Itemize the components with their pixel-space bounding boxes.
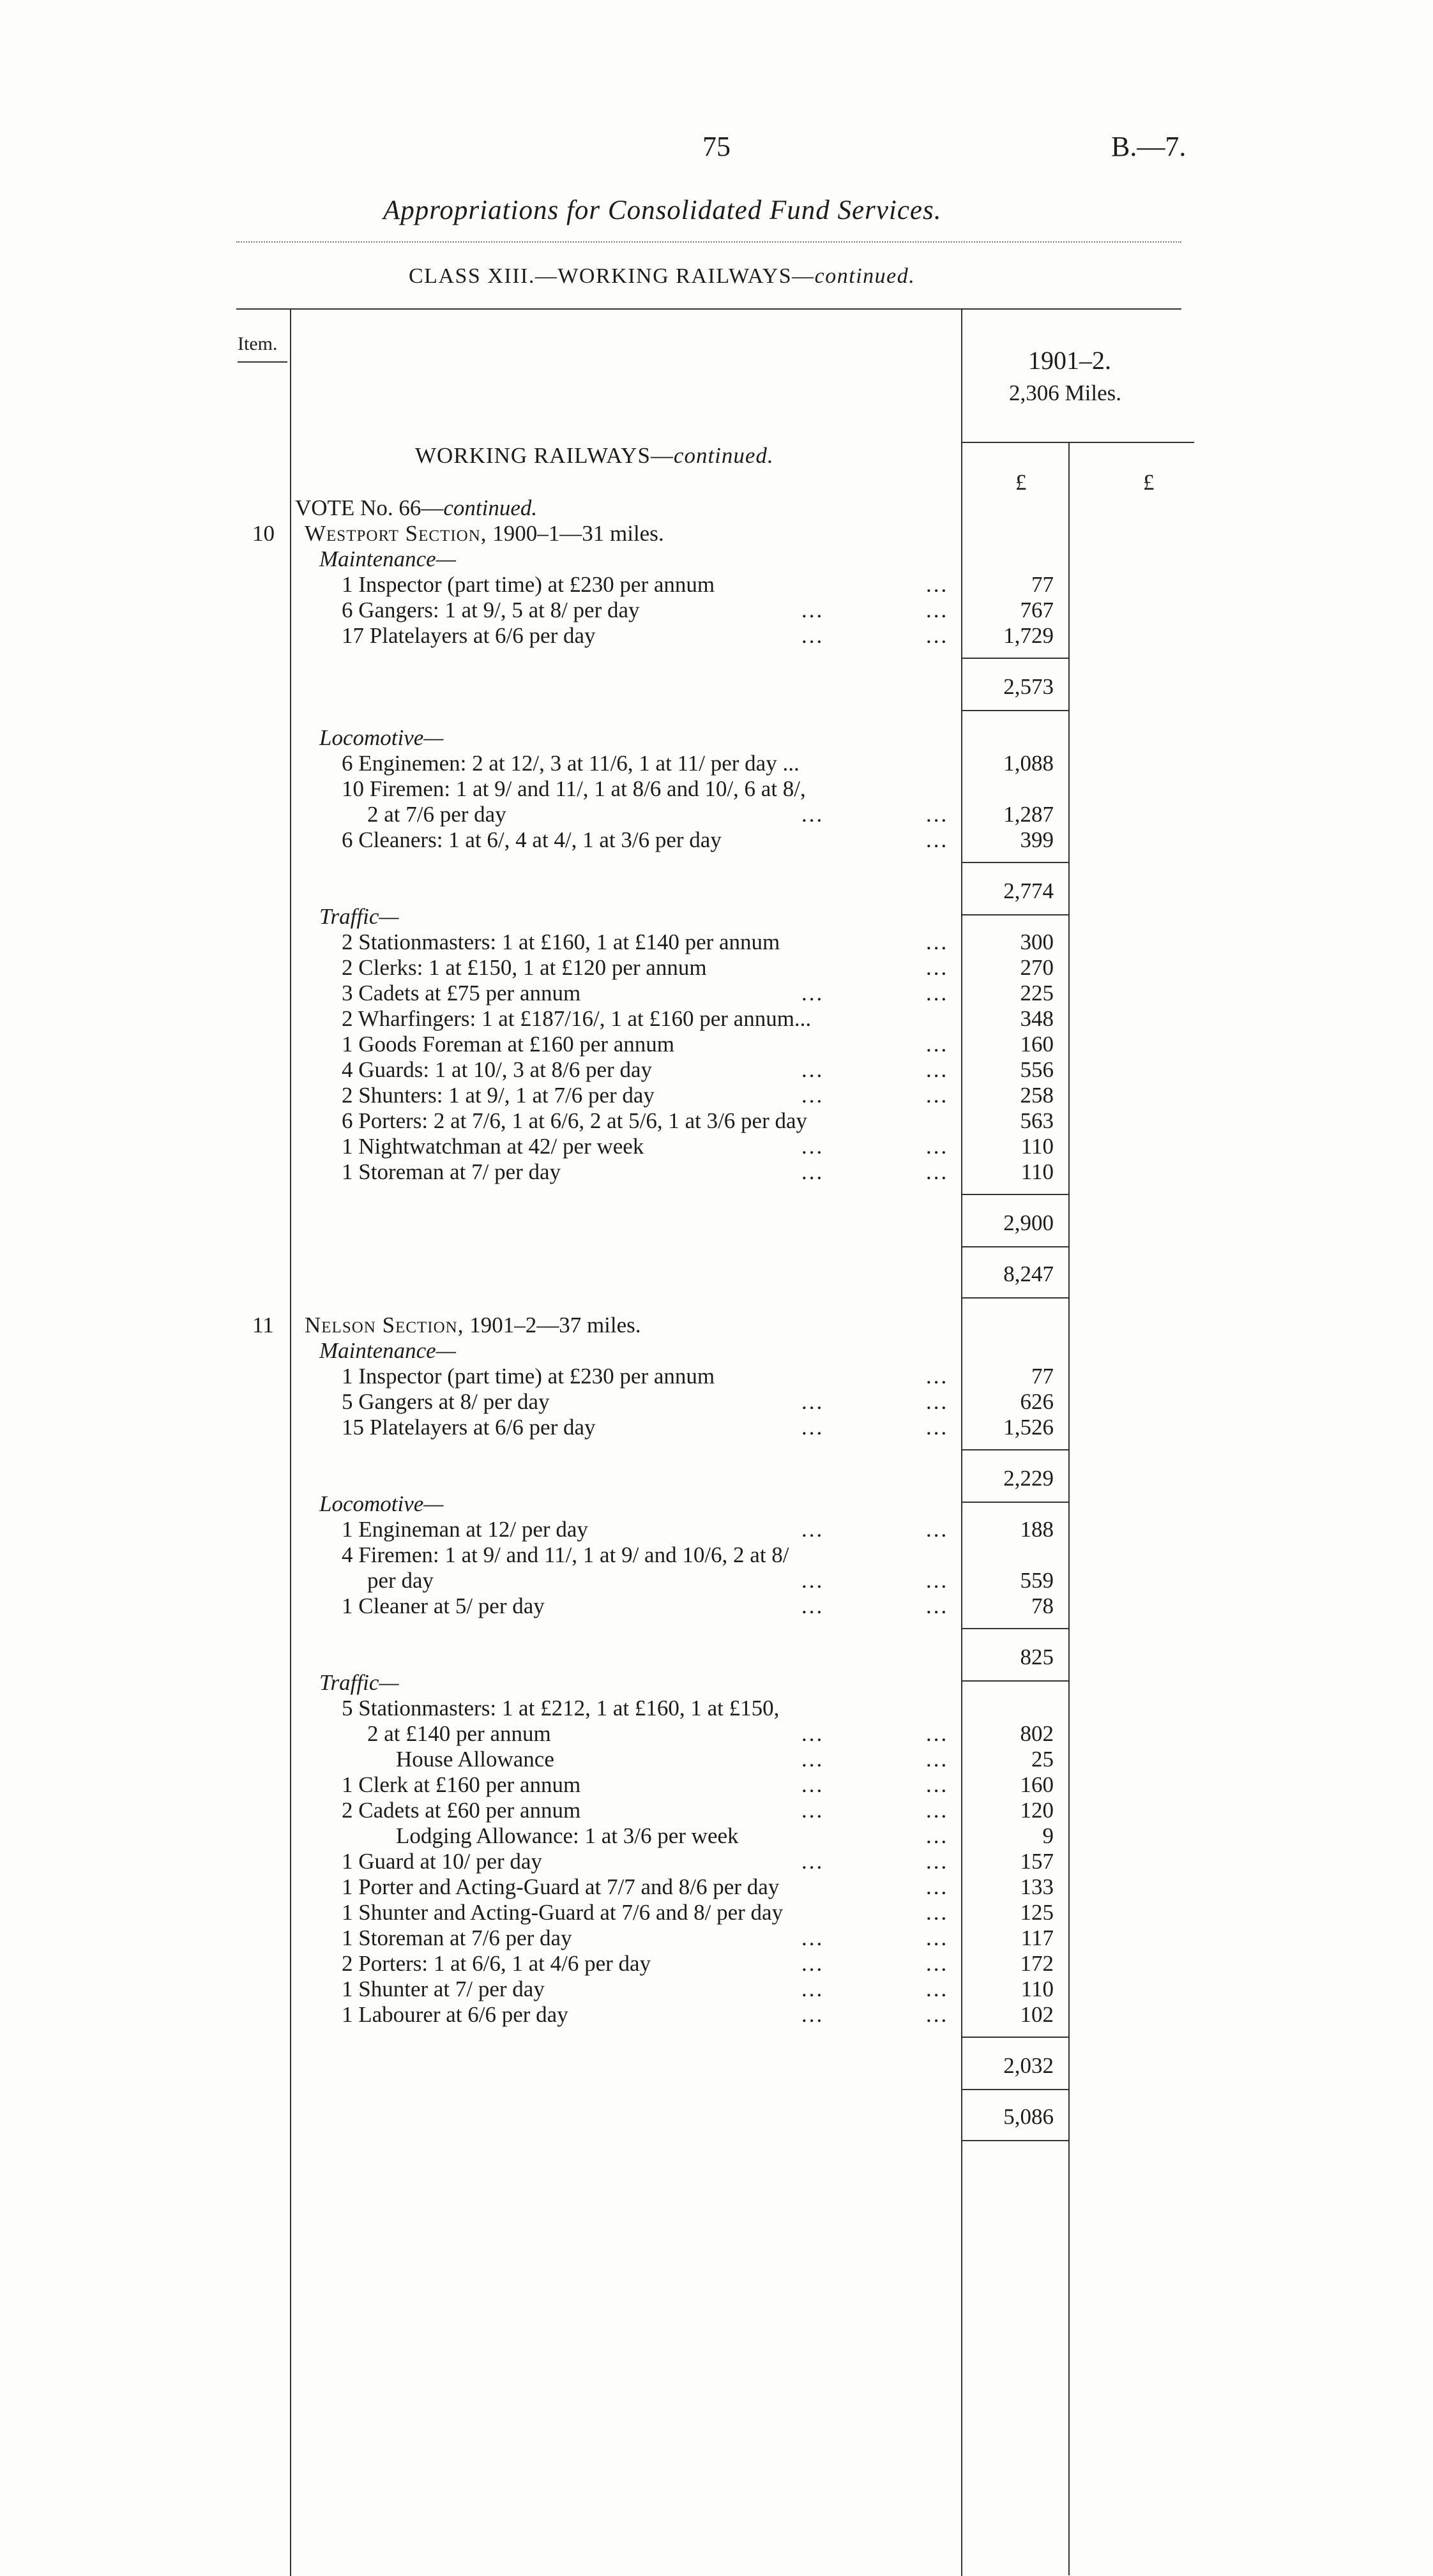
table-top-rule xyxy=(236,308,1181,310)
section-heading: WORKING RAILWAYS—continued. xyxy=(415,443,774,468)
line-item: 1 Storeman at 7/6 per day xyxy=(342,1925,572,1950)
leader-dots: ... xyxy=(926,1874,949,1899)
leader-dots: ... xyxy=(801,1134,824,1159)
line-item: per day xyxy=(367,1568,434,1593)
line-item: 2 at 7/6 per day xyxy=(367,802,506,827)
leader-dots: ... xyxy=(801,1568,824,1593)
leader-dots: ... xyxy=(926,1977,949,2001)
vote-heading: VOTE No. 66—continued. xyxy=(295,495,538,520)
line-item: 6 Porters: 2 at 7/6, 1 at 6/6, 2 at 5/6, 1 at 3/6 per day xyxy=(342,1108,808,1133)
leader-dots: ... xyxy=(801,1159,824,1184)
subtotal-rule xyxy=(961,862,1068,863)
leader-dots: ... xyxy=(801,2002,824,2027)
line-item: 1 Labourer at 6/6 per day xyxy=(342,2002,568,2027)
line-item: 15 Platelayers at 6/6 per day xyxy=(342,1415,596,1440)
line-item: 5 Stationmasters: 1 at £212, 1 at £160, 1 at £150, xyxy=(342,1696,780,1721)
leader-dots: ... xyxy=(801,1721,824,1746)
miles-heading: 2,306 Miles. xyxy=(1009,380,1121,405)
leader-dots: ... xyxy=(801,623,824,648)
leader-dots: ... xyxy=(926,1721,949,1746)
westport-traffic-heading: Traffic— xyxy=(319,904,399,929)
document-reference: B.—7. xyxy=(1111,131,1187,162)
subtotal-rule xyxy=(961,2089,1068,2090)
subtotal-rule xyxy=(961,710,1068,711)
page-title: Appropriations for Consolidated Fund Services. xyxy=(383,195,942,225)
line-amount: 300 xyxy=(1020,930,1054,954)
line-amount: 802 xyxy=(1020,1721,1054,1746)
title-rule xyxy=(236,241,1181,243)
line-item: 1 Goods Foreman at £160 per annum xyxy=(342,1032,675,1057)
nelson-locomotive-heading: Locomotive— xyxy=(319,1491,444,1516)
subtotal-rule xyxy=(961,2037,1068,2038)
line-amount: 188 xyxy=(1020,1517,1054,1542)
line-item: 2 Cadets at £60 per annum xyxy=(342,1798,581,1823)
line-amount: 767 xyxy=(1020,598,1054,622)
leader-dots: ... xyxy=(801,1977,824,2001)
leader-dots: ... xyxy=(926,1951,949,1976)
westport-maintenance-heading: Maintenance— xyxy=(319,546,456,571)
item-label-rule xyxy=(238,361,287,363)
line-item: 1 Shunter at 7/ per day xyxy=(342,1977,545,2001)
leader-dots: ... xyxy=(926,1900,949,1925)
subtotal-rule xyxy=(961,1449,1068,1450)
leader-dots: ... xyxy=(801,1389,824,1414)
line-amount: 172 xyxy=(1020,1951,1054,1976)
leader-dots: ... xyxy=(926,1823,949,1848)
line-item: House Allowance xyxy=(396,1747,554,1772)
line-item: 2 Wharfingers: 1 at £187/16/, 1 at £160 per annum... xyxy=(342,1006,812,1031)
item-column-label: Item. xyxy=(238,333,278,354)
line-amount: 102 xyxy=(1020,2002,1054,2027)
subtotal-amount: 2,032 xyxy=(1003,2053,1054,2078)
line-amount: 9 xyxy=(1042,1823,1054,1848)
line-amount: 157 xyxy=(1020,1849,1054,1874)
line-amount: 626 xyxy=(1020,1389,1054,1414)
pound-sign-amounts: £ xyxy=(1015,470,1027,495)
subtotal-amount: 825 xyxy=(1020,1645,1054,1669)
line-item: 5 Gangers at 8/ per day xyxy=(342,1389,550,1414)
nelson-section-title: Nelson Section, 1901–2—37 miles. xyxy=(305,1313,641,1337)
line-amount: 1,729 xyxy=(1003,623,1054,648)
leader-dots: ... xyxy=(801,1593,824,1618)
leader-dots: ... xyxy=(926,802,949,827)
leader-dots: ... xyxy=(926,1772,949,1797)
line-item: 4 Firemen: 1 at 9/ and 11/, 1 at 9/ and 10/6, 2 at 8/ xyxy=(342,1542,789,1567)
line-amount: 270 xyxy=(1020,955,1054,980)
leader-dots: ... xyxy=(801,1517,824,1542)
leader-dots: ... xyxy=(926,572,949,597)
line-amount: 77 xyxy=(1031,572,1054,597)
section-total-rule xyxy=(961,2140,1068,2141)
line-amount: 563 xyxy=(1020,1108,1054,1133)
line-amount: 348 xyxy=(1020,1006,1054,1031)
line-amount: 1,287 xyxy=(1003,802,1054,827)
leader-dots: ... xyxy=(926,1517,949,1542)
line-amount: 399 xyxy=(1020,827,1054,852)
leader-dots: ... xyxy=(801,981,824,1006)
line-item: 1 Inspector (part time) at £230 per annum xyxy=(342,572,715,597)
line-amount: 110 xyxy=(1020,1159,1054,1184)
leader-dots: ... xyxy=(926,827,949,852)
line-item: 1 Porter and Acting-Guard at 7/7 and 8/6 per day xyxy=(342,1874,780,1899)
class-title: CLASS XIII.—WORKING RAILWAYS—continued. xyxy=(409,264,916,288)
leader-dots: ... xyxy=(926,1798,949,1823)
subtotal-rule xyxy=(961,658,1068,659)
line-amount: 258 xyxy=(1020,1083,1054,1108)
line-item: 2 at £140 per annum xyxy=(367,1721,551,1746)
line-item: 2 Shunters: 1 at 9/, 1 at 7/6 per day xyxy=(342,1083,655,1108)
leader-dots: ... xyxy=(926,1415,949,1440)
amount-column-divider xyxy=(961,310,962,2576)
line-amount: 77 xyxy=(1031,1364,1054,1389)
line-item: 17 Platelayers at 6/6 per day xyxy=(342,623,596,648)
pound-sign-totals: £ xyxy=(1143,470,1155,495)
leader-dots: ... xyxy=(801,598,824,622)
leader-dots: ... xyxy=(801,1415,824,1440)
leader-dots: ... xyxy=(926,1057,949,1082)
subtotal-rule xyxy=(961,1246,1068,1247)
line-item: 6 Enginemen: 2 at 12/, 3 at 11/6, 1 at 11/ per day ... xyxy=(342,751,800,776)
line-item: 1 Engineman at 12/ per day xyxy=(342,1517,588,1542)
leader-dots: ... xyxy=(801,1925,824,1950)
line-amount: 78 xyxy=(1031,1593,1054,1618)
leader-dots: ... xyxy=(926,2002,949,2027)
item-number-10: 10 xyxy=(252,521,275,546)
year-heading: 1901–2. xyxy=(1028,346,1111,375)
line-amount: 25 xyxy=(1031,1747,1054,1772)
subtotal-amount: 2,229 xyxy=(1003,1466,1054,1491)
line-amount: 117 xyxy=(1020,1925,1054,1950)
leader-dots: ... xyxy=(926,1159,949,1184)
leader-dots: ... xyxy=(926,1134,949,1159)
line-item: 2 Stationmasters: 1 at £160, 1 at £140 per annum xyxy=(342,930,780,954)
leader-dots: ... xyxy=(801,1057,824,1082)
line-item: 10 Firemen: 1 at 9/ and 11/, 1 at 8/6 and 10/, 6 at 8/, xyxy=(342,776,806,801)
line-item: 1 Nightwatchman at 42/ per week xyxy=(342,1134,644,1159)
line-item: 4 Guards: 1 at 10/, 3 at 8/6 per day xyxy=(342,1057,653,1082)
subtotal-amount: 2,573 xyxy=(1003,674,1054,699)
line-amount: 125 xyxy=(1020,1900,1054,1925)
leader-dots: ... xyxy=(926,930,949,954)
line-amount: 110 xyxy=(1020,1134,1054,1159)
leader-dots: ... xyxy=(926,598,949,622)
subtotal-amount: 2,900 xyxy=(1003,1210,1054,1235)
leader-dots: ... xyxy=(926,1364,949,1389)
line-amount: 160 xyxy=(1020,1032,1054,1057)
item-column-divider xyxy=(290,310,291,2576)
line-amount: 1,526 xyxy=(1003,1415,1054,1440)
line-item: 6 Cleaners: 1 at 6/, 4 at 4/, 1 at 3/6 per day xyxy=(342,827,722,852)
nelson-traffic-heading: Traffic— xyxy=(319,1670,399,1695)
total-column-divider xyxy=(1068,443,1070,2575)
line-item: 1 Cleaner at 5/ per day xyxy=(342,1593,545,1618)
line-amount: 1,088 xyxy=(1003,751,1054,776)
page-number: 75 xyxy=(702,131,731,162)
leader-dots: ... xyxy=(801,1798,824,1823)
line-item: 2 Clerks: 1 at £150, 1 at £120 per annum xyxy=(342,955,707,980)
section-total-amount: 5,086 xyxy=(1003,2104,1054,2129)
leader-dots: ... xyxy=(926,1593,949,1618)
line-amount: 556 xyxy=(1020,1057,1054,1082)
leader-dots: ... xyxy=(926,1747,949,1772)
leader-dots: ... xyxy=(926,1032,949,1057)
leader-dots: ... xyxy=(926,1083,949,1108)
line-item: 6 Gangers: 1 at 9/, 5 at 8/ per day xyxy=(342,598,640,622)
leader-dots: ... xyxy=(926,955,949,980)
westport-section-title: Westport Section, 1900–1—31 miles. xyxy=(305,521,664,546)
nelson-maintenance-heading: Maintenance— xyxy=(319,1338,456,1363)
leader-dots: ... xyxy=(926,1389,949,1414)
line-amount: 120 xyxy=(1020,1798,1054,1823)
year-rule xyxy=(961,442,1194,443)
line-amount: 133 xyxy=(1020,1874,1054,1899)
leader-dots: ... xyxy=(801,1747,824,1772)
section-total-rule xyxy=(961,1297,1068,1299)
leader-dots: ... xyxy=(801,1083,824,1108)
leader-dots: ... xyxy=(926,1925,949,1950)
item-number-11: 11 xyxy=(252,1313,274,1337)
line-item: 1 Guard at 10/ per day xyxy=(342,1849,542,1874)
section-total-amount: 8,247 xyxy=(1003,1262,1054,1286)
leader-dots: ... xyxy=(926,623,949,648)
line-item: Lodging Allowance: 1 at 3/6 per week xyxy=(396,1823,739,1848)
line-amount: 559 xyxy=(1020,1568,1054,1593)
line-amount: 160 xyxy=(1020,1772,1054,1797)
line-amount: 110 xyxy=(1020,1977,1054,2001)
line-item: 2 Porters: 1 at 6/6, 1 at 4/6 per day xyxy=(342,1951,651,1976)
subtotal-rule xyxy=(961,1194,1068,1195)
leader-dots: ... xyxy=(801,802,824,827)
line-item: 1 Shunter and Acting-Guard at 7/6 and 8/ per day xyxy=(342,1900,784,1925)
line-item: 1 Inspector (part time) at £230 per annum xyxy=(342,1364,715,1389)
line-item: 3 Cadets at £75 per annum xyxy=(342,981,581,1006)
leader-dots: ... xyxy=(926,1568,949,1593)
subtotal-rule xyxy=(961,1628,1068,1629)
line-item: 1 Clerk at £160 per annum xyxy=(342,1772,581,1797)
leader-dots: ... xyxy=(801,1951,824,1976)
leader-dots: ... xyxy=(926,981,949,1006)
line-amount: 225 xyxy=(1020,981,1054,1006)
leader-dots: ... xyxy=(801,1849,824,1874)
subtotal-rule xyxy=(961,1502,1068,1503)
line-item: 1 Storeman at 7/ per day xyxy=(342,1159,561,1184)
leader-dots: ... xyxy=(926,1849,949,1874)
subtotal-amount: 2,774 xyxy=(1003,878,1054,903)
westport-locomotive-heading: Locomotive— xyxy=(319,725,444,750)
subtotal-rule xyxy=(961,914,1068,915)
leader-dots: ... xyxy=(801,1772,824,1797)
subtotal-rule xyxy=(961,1680,1068,1682)
